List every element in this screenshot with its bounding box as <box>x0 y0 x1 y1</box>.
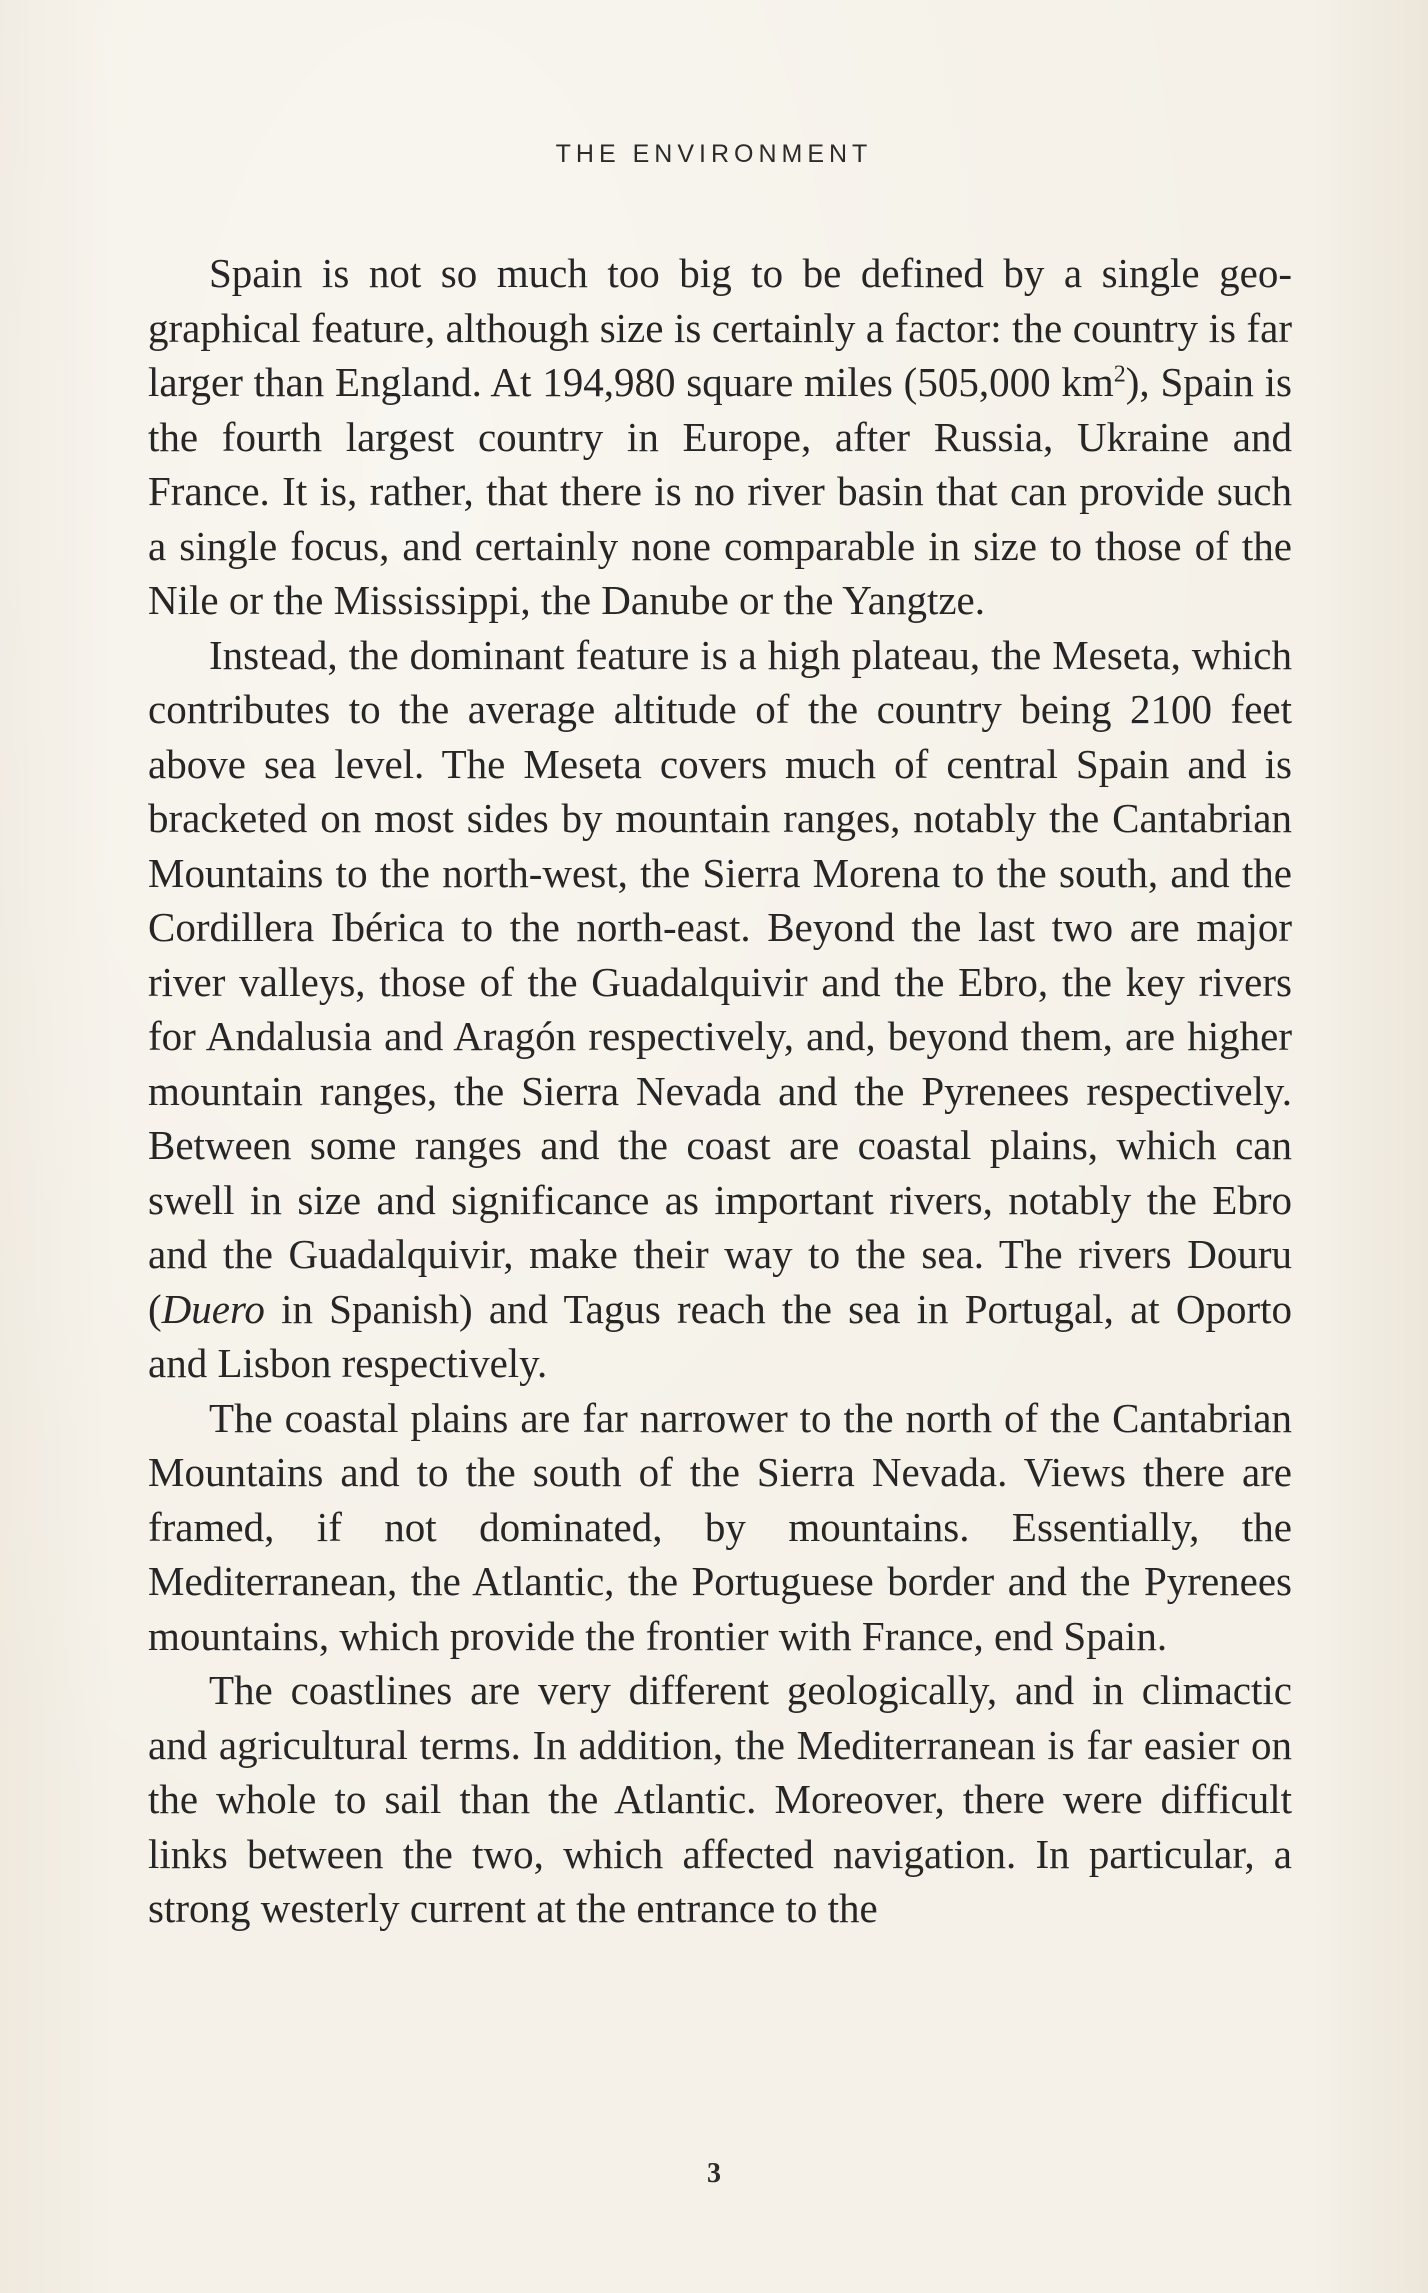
paragraph-2-text-a: Instead, the dominant feature is a high plateau, the Meseta, which contributes to the average altitude of the country being 2100 feet above sea level. The Meseta covers much of central Spain and is bracketed on most sides by mountain ranges, notably the Cantabrian Mountains to the north-west, the Sierra Morena to the south, and the Cordillera Ibérica to the north-east. Beyond the last two are major river valleys, those of the Guadalquivir and the Ebro, the key rivers for Andalusia and Aragón respectively, and, beyond them, are higher mountain ranges, the Sierra Nevada and the Pyrenees respectively. Between some ranges and the coast are coastal plains, which can swell in size and significance as important rivers, notably the Ebro and the Guadalquivir, make their way to the sea. The rivers Douru ( <box>148 631 1292 1332</box>
paragraph-2-text-b: in Spanish) and Tagus reach the sea in Portugal, at Oporto and Lisbon respectively. <box>148 1285 1292 1386</box>
body-text <box>148 246 1292 1936</box>
superscript-2: 2 <box>1113 361 1126 388</box>
paragraph-1 <box>148 246 1292 628</box>
italic-duero: Duero <box>161 1285 265 1332</box>
running-head: THE ENVIRONMENT <box>555 140 873 168</box>
paragraph-3: The coastal plains are far narrower to the north of the Cantabrian Mountains and to the south of the Sierra Nevada. Views there are framed, if not dominated, by mountains. Essentially, the Mediterranean, the Atlantic, the Portuguese border and the Pyrenees mountains, which provide the frontier with France, end Spain. <box>148 1394 1292 1659</box>
paragraph-4: The coastlines are very different geologically, and in climactic and agricultural terms. In addition, the Mediterranean is far easier on the whole to sail than the Atlantic. Moreover, there were difficult links between the two, which affected navigation. In particular, a strong westerly current at the entrance to the <box>148 1667 1292 1931</box>
paragraph-2 <box>148 628 1292 1391</box>
page-number: 3 <box>707 2158 721 2189</box>
paragraph-1-text-b: ), Spain is the fourth largest country in Europe, after Russia, Ukraine and France. It is, rather, that there is no river basin that can provide such a single focus, and certainly none comparable in size to those of the Nile or the Mississippi, the Danube or the Yangtze. <box>148 359 1292 623</box>
paragraph-1-text-a: Spain is not so much too big to be defined by a single geographical feature, although size is certainly a factor: the country is far larger than England. At 194,980 square miles (505,000 km <box>148 250 1292 405</box>
